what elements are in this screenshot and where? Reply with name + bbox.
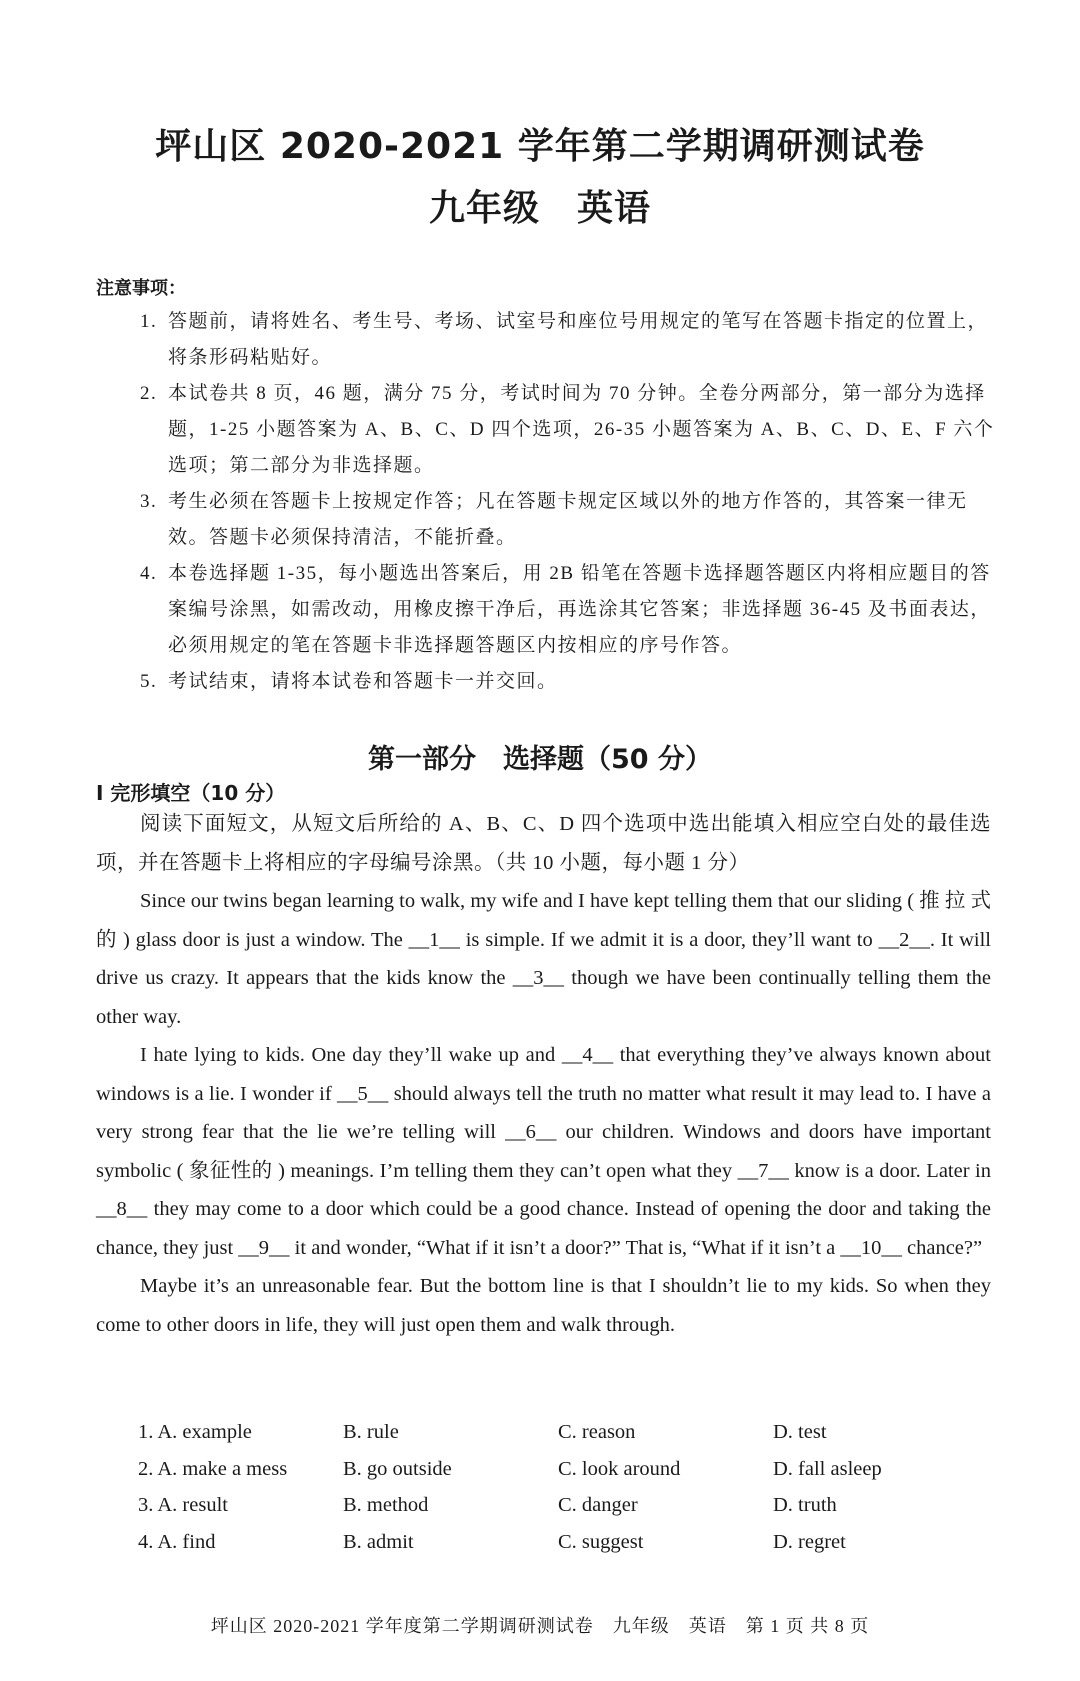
option-a: 4. A. find — [138, 1530, 216, 1553]
option-a: 3. A. result — [138, 1494, 228, 1516]
passage-paragraph: Maybe it’s an unreasonable fear. But the bottom line is that I shouldn’t lie to my kids. So when they come to other doors in life, they will just open them and walk through. — [96, 1275, 991, 1336]
option-a: 1. A. example — [138, 1421, 252, 1443]
notice-item: 2. 本试卷共 8 页，46 题，满分 75 分，考试时间为 70 分钟。全卷分两部分，第一部分为选择题，1-25 小题答案为 A、B、C、D 四个选项，26-35 小题答案为 A、B、C、D、E、F 六个选项；第二部分为非选择题。 — [140, 383, 995, 476]
notice-item: 1. 答题前，请将姓名、考生号、考场、试室号和座位号用规定的笔写在答题卡指定的位置上，将条形码粘贴好。 — [140, 311, 989, 368]
notice-list — [140, 304, 995, 700]
question-options-row — [138, 1421, 998, 1458]
option-b: B. method — [343, 1494, 429, 1516]
option-c: C. reason — [558, 1421, 636, 1443]
notice-heading: 注意事项： — [96, 278, 186, 299]
part-one-title: 第一部分 选择题（50 分） — [368, 744, 712, 775]
option-c: C. suggest — [558, 1530, 644, 1553]
option-b: B. admit — [343, 1530, 414, 1553]
option-d: D. regret — [773, 1530, 846, 1553]
cloze-instruction: 阅读下面短文，从短文后所给的 A、B、C、D 四个选项中选出能填入相应空白处的最佳选项，并在答题卡上将相应的字母编号涂黑。（共 10 小题，每小题 1 分） — [96, 813, 991, 874]
question-options-row — [138, 1494, 998, 1531]
option-b: B. rule — [343, 1421, 399, 1443]
question-options-row — [138, 1531, 998, 1568]
exam-subtitle: 九年级 英语 — [428, 188, 651, 229]
exam-title: 坪山区 2020-2021 学年第二学期调研测试卷 — [155, 126, 925, 167]
passage-paragraph: I hate lying to kids. One day they’ll wake up and __4__ that everything they’ve always known about windows is a lie. I wonder if __5__ should always tell the truth no matter what result it may lead to. I have a very strong fear that the lie we’re telling will __6__ our children. Windows and doors have important symbolic ( 象征性的 ) meanings. I’m telling them they can’t open what they __7__ know is a door. Later in __8__ they may come to a door which could be a good chance. Instead of opening the door and taking the chance, they just __9__ it and wonder, “What if it isn’t a door?” That is, “What if it isn’t a __10__ chance?” — [96, 1044, 991, 1259]
option-a: 2. A. make a mess — [138, 1457, 288, 1480]
question-options-row — [138, 1458, 998, 1495]
option-d: D. fall asleep — [773, 1457, 882, 1480]
notice-item: 3. 考生必须在答题卡上按规定作答；凡在答题卡规定区域以外的地方作答的，其答案一律无效。答题卡必须保持清洁，不能折叠。 — [140, 491, 968, 548]
cloze-passage — [96, 805, 991, 1344]
option-c: C. danger — [558, 1494, 638, 1516]
option-b: B. go outside — [343, 1457, 452, 1480]
notice-item: 5. 考试结束，请将本试卷和答题卡一并交回。 — [140, 671, 558, 692]
page-footer: 坪山区 2020-2021 学年度第二学期调研测试卷 九年级 英语 第 1 页 共 8 页 — [210, 1616, 870, 1636]
notice-item: 4. 本卷选择题 1-35，每小题选出答案后，用 2B 铅笔在答题卡选择题答题区内将相应题目的答案编号涂黑，如需改动，用橡皮擦干净后，再选涂其它答案；非选择题 36-45 及书面表达，必须用规定的笔在答题卡非选择题答题区内按相应的序号作答。 — [140, 563, 991, 656]
passage-paragraph: Since our twins began learning to walk, my wife and I have kept telling them that our sliding ( 推 拉 式 的 ) glass door is just a window. The __1__ is simple. If we admit it is a door, they’ll want to __2__. It will drive us crazy. It appears that the kids know the __3__ though we have been continually telling them the other way. — [96, 890, 991, 1028]
option-d: D. test — [773, 1421, 827, 1443]
option-c: C. look around — [558, 1457, 681, 1480]
cloze-section-heading: I 完形填空（10 分） — [96, 781, 286, 805]
option-d: D. truth — [773, 1494, 837, 1516]
answer-options — [138, 1421, 998, 1567]
